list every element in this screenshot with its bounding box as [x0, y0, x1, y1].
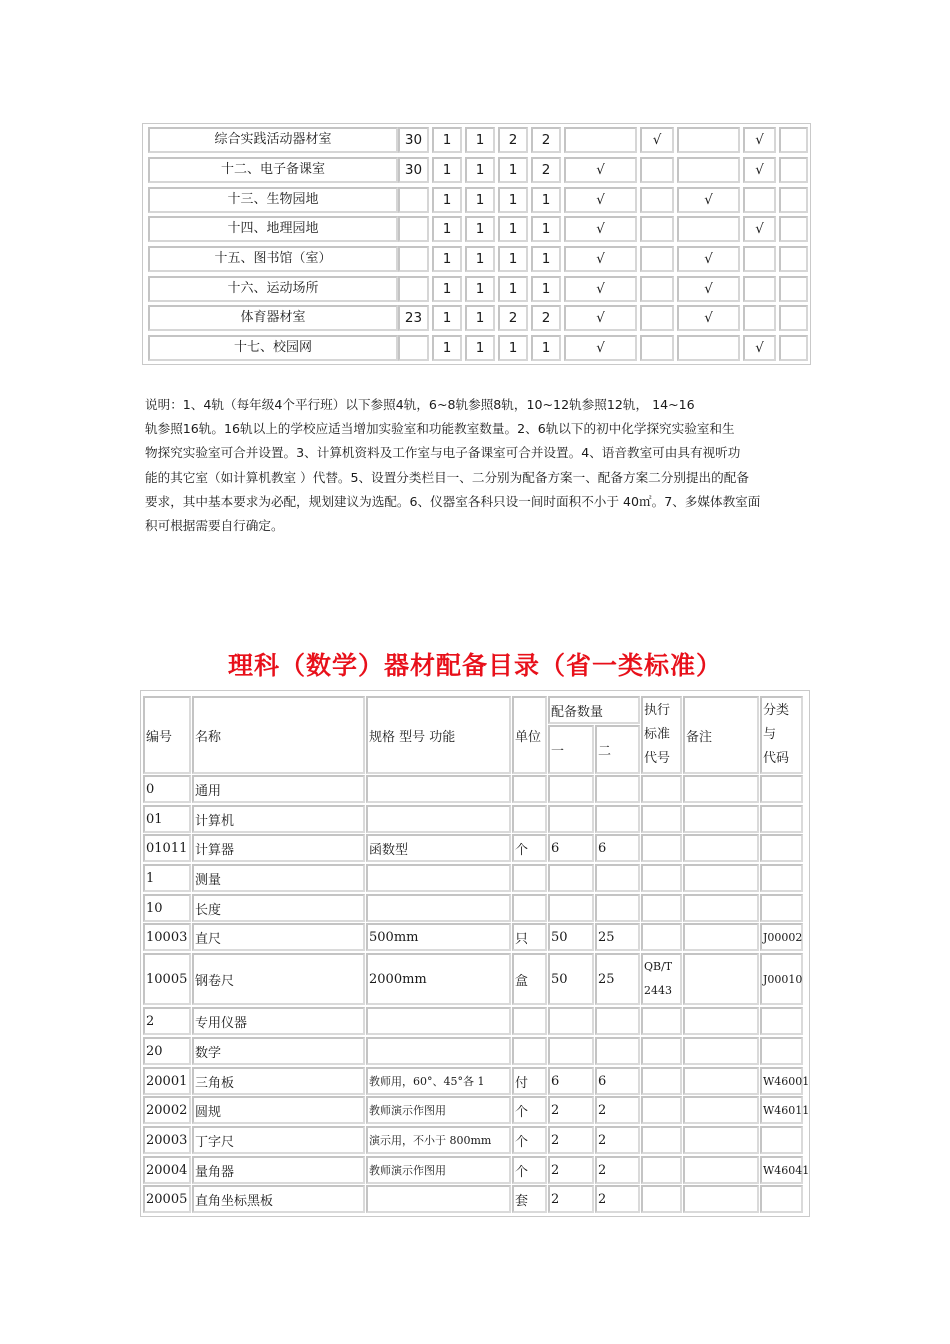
table-cell: 个 [512, 1126, 547, 1154]
item-id-cell: 10005 [143, 953, 191, 1005]
table-cell: 2 [548, 1126, 594, 1154]
table-cell: 50 [548, 953, 594, 1005]
table-cell [641, 1067, 682, 1095]
table-cell [641, 1037, 682, 1065]
table-cell: 1 [432, 276, 462, 302]
table-cell [640, 216, 674, 242]
table-cell [760, 834, 803, 862]
room-name-cell: 十二、电子备课室 [148, 157, 398, 183]
item-id-cell: 2 [143, 1007, 191, 1035]
table-cell [398, 276, 429, 302]
table-cell [512, 864, 547, 892]
table-cell [760, 1126, 803, 1154]
table-cell: 2 [531, 305, 561, 331]
table-cell [683, 1126, 759, 1154]
item-id-cell: 20004 [143, 1156, 191, 1184]
table-cell [548, 1037, 594, 1065]
section-title: 理科（数学）器材配备目录（省一类标准） [227, 651, 722, 680]
notes-line: 轨参照16轨。16轨以上的学校应适当增加实验室和功能教室数量。2、6轨以下的初中化学探究实验室和生 [145, 421, 735, 437]
room-name-cell: 十三、生物园地 [148, 187, 398, 213]
table-cell: 2 [498, 127, 528, 153]
table-cell: √ [640, 127, 674, 153]
table-cell: 个 [512, 834, 547, 862]
table-cell: W46001 [760, 1067, 803, 1095]
table-cell: 1 [432, 187, 462, 213]
header-code [760, 696, 803, 774]
table-cell [683, 923, 759, 951]
table-cell: 教师用，60°、45°各 1 [366, 1067, 511, 1095]
table-cell [398, 187, 429, 213]
table-cell [640, 187, 674, 213]
table-cell [779, 127, 808, 153]
table-cell: 2 [595, 1126, 640, 1154]
table-cell [366, 1185, 511, 1213]
item-name-cell: 测量 [192, 864, 365, 892]
notes-line: 能的其它室（如计算机教室 ）代替。5、设置分类栏目一、二分别为配备方案一、配备方案二分别提出的配备 [145, 469, 749, 485]
table-cell: 1 [498, 187, 528, 213]
table-cell: √ [564, 305, 637, 331]
table-cell: 教师演示作图用 [366, 1156, 511, 1184]
item-name-cell: 直角坐标黑板 [192, 1185, 365, 1213]
table-cell [683, 864, 759, 892]
table-cell [683, 953, 759, 1005]
table-cell: 个 [512, 1156, 547, 1184]
table-cell: 1 [432, 216, 462, 242]
table-cell: 1 [465, 335, 495, 361]
table-cell [548, 864, 594, 892]
table-cell: 23 [398, 305, 429, 331]
item-name-cell: 丁字尺 [192, 1126, 365, 1154]
item-id-cell: 10 [143, 894, 191, 922]
table-cell: 6 [548, 834, 594, 862]
table-cell [641, 1126, 682, 1154]
header-name: 名称 [192, 696, 365, 774]
table-cell: W46041 [760, 1156, 803, 1184]
table-cell [641, 1156, 682, 1184]
table-cell: √ [564, 187, 637, 213]
table-cell [548, 775, 594, 803]
table-cell [366, 1007, 511, 1035]
table-cell: 2 [548, 1185, 594, 1213]
table-cell: 2 [595, 1096, 640, 1124]
table-cell: 1 [498, 246, 528, 272]
room-name-cell: 十五、图书馆（室） [148, 246, 398, 272]
item-name-cell: 计算器 [192, 834, 365, 862]
table-cell [640, 157, 674, 183]
table-cell [641, 894, 682, 922]
table-cell: 1 [465, 305, 495, 331]
table-cell [760, 1037, 803, 1065]
item-id-cell: 20001 [143, 1067, 191, 1095]
table-cell: 1 [531, 335, 561, 361]
table-cell [779, 335, 808, 361]
table-cell [641, 1007, 682, 1035]
table-cell: 30 [398, 157, 429, 183]
table-cell: 2 [548, 1096, 594, 1124]
table-cell [683, 834, 759, 862]
table-cell [779, 246, 808, 272]
table-cell [640, 246, 674, 272]
table-cell: 1 [531, 246, 561, 272]
table-cell [760, 775, 803, 803]
table-cell [760, 805, 803, 833]
table-cell [512, 805, 547, 833]
table-cell [760, 1185, 803, 1213]
table-cell [683, 1037, 759, 1065]
table-cell: 25 [595, 923, 640, 951]
table-cell: 50 [548, 923, 594, 951]
room-name-cell: 体育器材室 [148, 305, 398, 331]
table-cell [595, 775, 640, 803]
table-cell: 25 [595, 953, 640, 1005]
table-cell [743, 246, 776, 272]
header-unit: 单位 [512, 696, 547, 774]
table-cell: 1 [432, 157, 462, 183]
item-name-cell: 计算机 [192, 805, 365, 833]
table-cell: 1 [432, 305, 462, 331]
table-cell: √ [677, 276, 740, 302]
table-cell: √ [677, 305, 740, 331]
table-cell [398, 216, 429, 242]
header-qty: 配备数量 [548, 696, 640, 724]
item-name-cell: 直尺 [192, 923, 365, 951]
table-cell [683, 1096, 759, 1124]
item-id-cell: 20002 [143, 1096, 191, 1124]
item-id-cell: 1 [143, 864, 191, 892]
table-cell: 6 [595, 1067, 640, 1095]
table-cell [641, 775, 682, 803]
table-cell [677, 127, 740, 153]
table-cell [641, 1185, 682, 1213]
item-id-cell: 01 [143, 805, 191, 833]
item-name-cell: 长度 [192, 894, 365, 922]
item-id-cell: 20 [143, 1037, 191, 1065]
header-standard-line: 执行 [644, 703, 671, 718]
room-name-cell: 十七、校园网 [148, 335, 398, 361]
table-cell [743, 187, 776, 213]
table-cell: 2000mm [366, 953, 511, 1005]
table-cell: 2 [531, 127, 561, 153]
table-cell [548, 805, 594, 833]
item-id-cell: 01011 [143, 834, 191, 862]
header-code-line: 代码 [763, 751, 790, 766]
table-cell: 30 [398, 127, 429, 153]
header-qty-1: 一 [548, 725, 594, 774]
notes-line: 说明：1、4轨（每年级4个平行班）以下参照4轨，6~8轨参照8轨，10~12轨参照12轨， 14~16 [145, 397, 695, 412]
table-cell: 2 [595, 1185, 640, 1213]
table-cell: J00002 [760, 923, 803, 951]
table-cell [512, 1037, 547, 1065]
header-standard [641, 696, 682, 774]
table-cell [641, 834, 682, 862]
table-cell: √ [564, 276, 637, 302]
table-cell [760, 1007, 803, 1035]
table-cell: QB/T 2443 [641, 953, 682, 1005]
table-cell: 1 [531, 276, 561, 302]
table-cell: √ [564, 216, 637, 242]
table-cell [398, 246, 429, 272]
item-name-cell: 数学 [192, 1037, 365, 1065]
notes-line: 物探究实验室可合并设置。3、计算机资料及工作室与电子备课室可合并设置。4、语音教室可由具有视听功 [145, 445, 741, 461]
equipment-room-table [142, 123, 811, 365]
table-cell [683, 894, 759, 922]
item-name-cell: 量角器 [192, 1156, 365, 1184]
table-cell: √ [743, 157, 776, 183]
table-cell [743, 305, 776, 331]
table-cell [641, 1096, 682, 1124]
table-cell [641, 923, 682, 951]
table-cell: W46011 [760, 1096, 803, 1124]
table-cell [366, 805, 511, 833]
room-name-cell: 综合实践活动器材室 [148, 127, 398, 153]
table-cell: 1 [498, 216, 528, 242]
table-cell [595, 1007, 640, 1035]
table-cell [677, 157, 740, 183]
table-cell: √ [564, 335, 637, 361]
table-cell [683, 805, 759, 833]
table-cell: 1 [531, 187, 561, 213]
table-cell [595, 864, 640, 892]
table-cell [640, 335, 674, 361]
item-name-cell: 钢卷尺 [192, 953, 365, 1005]
table-cell [564, 127, 637, 153]
table-cell: 500mm [366, 923, 511, 951]
table-cell [595, 805, 640, 833]
table-cell [683, 1185, 759, 1213]
table-cell: √ [564, 157, 637, 183]
table-cell [366, 1037, 511, 1065]
table-cell: 1 [498, 276, 528, 302]
table-cell [779, 187, 808, 213]
notes-line: 要求，其中基本要求为必配，规划建议为选配。6、仪器室各科只设一间时面积不小于 40㎡。7、多媒体教室面 [145, 493, 761, 509]
table-cell: √ [743, 335, 776, 361]
table-cell: √ [677, 187, 740, 213]
table-cell: 付 [512, 1067, 547, 1095]
table-cell: √ [677, 246, 740, 272]
table-cell: 套 [512, 1185, 547, 1213]
table-cell [779, 216, 808, 242]
table-cell: 1 [498, 335, 528, 361]
header-spec: 规格 型号 功能 [366, 696, 511, 774]
table-cell: 2 [498, 305, 528, 331]
header-qty-2: 二 [595, 725, 640, 774]
table-cell: √ [743, 216, 776, 242]
table-cell [512, 894, 547, 922]
table-cell: √ [743, 127, 776, 153]
item-name-cell: 通用 [192, 775, 365, 803]
table-cell [548, 894, 594, 922]
table-cell [512, 775, 547, 803]
table-cell: 6 [548, 1067, 594, 1095]
table-cell [760, 864, 803, 892]
table-cell [683, 1156, 759, 1184]
table-cell: 个 [512, 1096, 547, 1124]
table-cell: 1 [465, 246, 495, 272]
table-cell [366, 775, 511, 803]
table-cell [398, 335, 429, 361]
table-cell [512, 1007, 547, 1035]
table-cell: 演示用，不小于 800mm [366, 1126, 511, 1154]
math-equipment-table [140, 690, 810, 1217]
table-cell: 6 [595, 834, 640, 862]
table-cell [677, 216, 740, 242]
table-cell [641, 805, 682, 833]
table-cell [779, 157, 808, 183]
table-cell [683, 1067, 759, 1095]
table-cell [683, 775, 759, 803]
header-code-line: 分类与 [763, 703, 790, 742]
table-cell: 2 [531, 157, 561, 183]
header-standard-line: 标准 [644, 727, 671, 742]
table-cell [640, 276, 674, 302]
table-cell: 1 [465, 127, 495, 153]
table-cell: 2 [595, 1156, 640, 1184]
item-id-cell: 0 [143, 775, 191, 803]
table-cell: 1 [432, 335, 462, 361]
notes-paragraph [145, 393, 813, 538]
item-name-cell: 三角板 [192, 1067, 365, 1095]
table-cell [366, 894, 511, 922]
table-cell [595, 894, 640, 922]
table-cell: 1 [465, 276, 495, 302]
item-id-cell: 20005 [143, 1185, 191, 1213]
table-cell [640, 305, 674, 331]
table-cell [779, 276, 808, 302]
room-name-cell: 十六、运动场所 [148, 276, 398, 302]
table-cell: 1 [531, 216, 561, 242]
room-name-cell: 十四、地理园地 [148, 216, 398, 242]
table-cell [595, 1037, 640, 1065]
table-cell: J00010 [760, 953, 803, 1005]
item-id-cell: 10003 [143, 923, 191, 951]
table-cell: 1 [465, 187, 495, 213]
table-cell [779, 305, 808, 331]
item-name-cell: 圆规 [192, 1096, 365, 1124]
table-cell: 1 [465, 216, 495, 242]
table-cell [641, 864, 682, 892]
header-remark: 备注 [683, 696, 759, 774]
table-cell: 1 [432, 246, 462, 272]
table-cell: 教师演示作图用 [366, 1096, 511, 1124]
table-cell: 1 [498, 157, 528, 183]
item-name-cell: 专用仪器 [192, 1007, 365, 1035]
table-cell [366, 864, 511, 892]
table-cell [683, 1007, 759, 1035]
table-cell [743, 276, 776, 302]
table-cell: 1 [465, 157, 495, 183]
table-cell: 函数型 [366, 834, 511, 862]
table-cell [677, 335, 740, 361]
table-cell: 1 [432, 127, 462, 153]
notes-line: 积可根据需要自行确定。 [145, 517, 284, 533]
table-cell [548, 1007, 594, 1035]
table-cell: 盒 [512, 953, 547, 1005]
table-cell [760, 894, 803, 922]
table-cell: √ [564, 246, 637, 272]
header-standard-line: 代号 [644, 751, 671, 766]
header-id: 编号 [143, 696, 191, 774]
table-cell: 只 [512, 923, 547, 951]
table-cell: 2 [548, 1156, 594, 1184]
item-id-cell: 20003 [143, 1126, 191, 1154]
